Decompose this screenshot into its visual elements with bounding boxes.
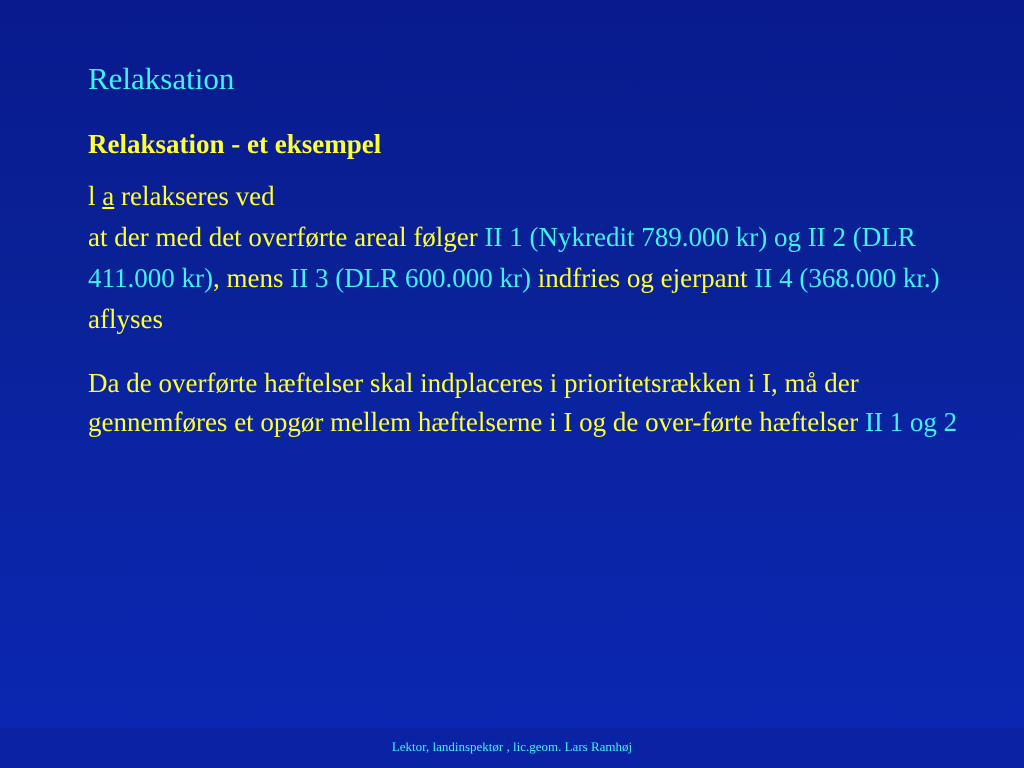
highlight-text: II 1 (Nykredit 789.000 kr) og II 2 (DLR 411.000 kr)	[88, 222, 916, 293]
paragraph-first-line	[88, 176, 988, 217]
body-text: aflyses	[88, 304, 163, 334]
highlight-text: II 4 (368.000 kr.)	[754, 263, 940, 293]
body-text: Da de overførte hæftelser skal indplaceres i prioritetsrækken i I, må der gennemføres et opgør mellem hæftelserne i I og de over-førte hæftelser	[88, 368, 865, 437]
underlined-letter: a	[102, 181, 115, 211]
body-text: indfries og ejerpant	[530, 263, 755, 293]
highlight-text: II 3 (DLR 600.000 kr)	[290, 263, 531, 293]
body-text: at der med det overførte areal følger	[88, 222, 485, 252]
body-text: , mens	[212, 263, 291, 293]
prefix-text: l	[88, 181, 103, 211]
slide-title: Relaksation	[88, 61, 235, 96]
paragraph-relaxation	[88, 176, 988, 340]
footer-text: Lektor, landinspektør , lic.geom. Lars Ramhøj	[391, 739, 633, 754]
first-line-text: relakseres ved	[114, 181, 275, 211]
slide-subtitle: Relaksation - et eksempel	[88, 129, 382, 159]
highlight-text: II 1 og 2	[864, 407, 958, 437]
paragraph-settlement	[88, 364, 988, 442]
